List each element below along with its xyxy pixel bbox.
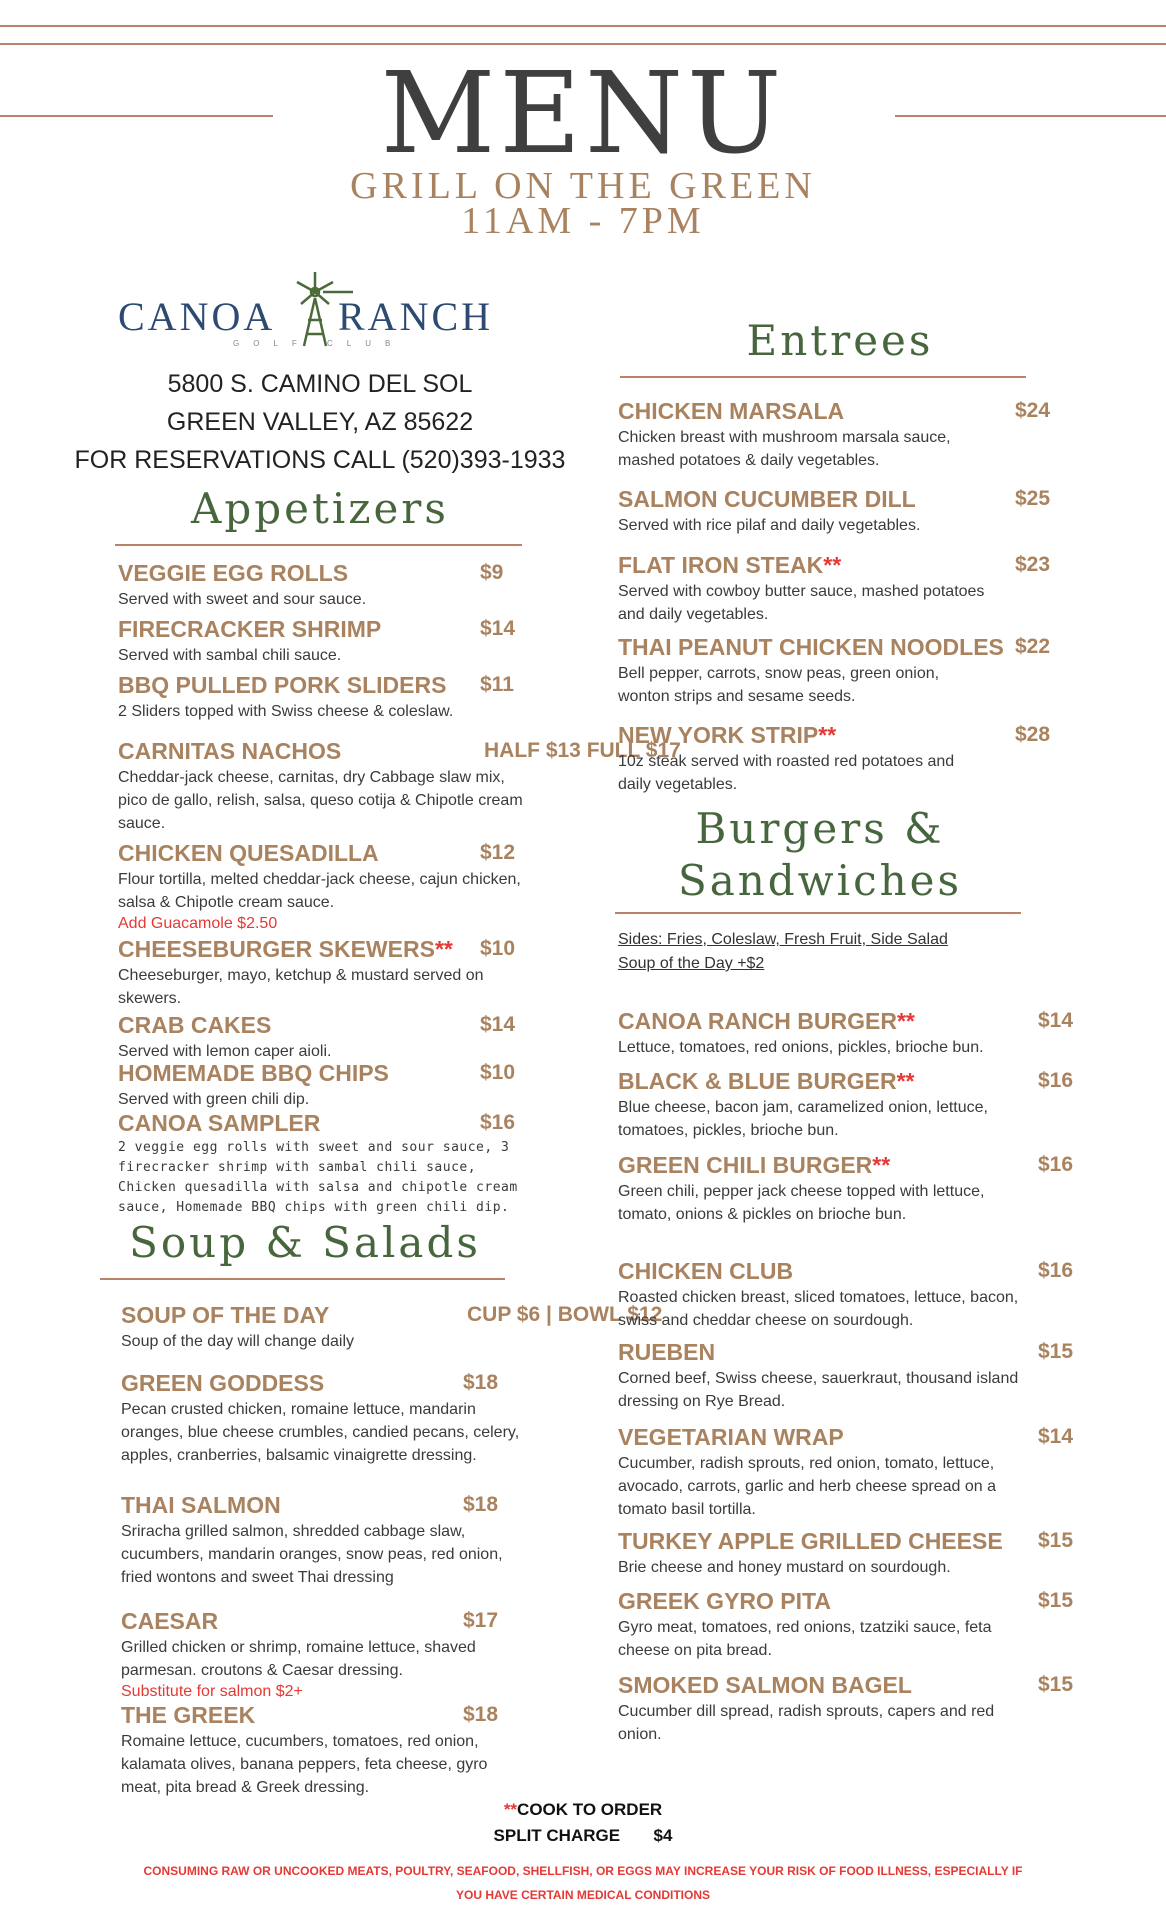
menu-item-name: BBQ PULLED PORK SLIDERS (118, 672, 447, 698)
menu-item-description: Served with cowboy butter sauce, mashed potatoes and daily vegetables. (618, 583, 985, 623)
menu-item-name: CANOA SAMPLER (118, 1110, 321, 1136)
canoa-ranch-logo (118, 270, 518, 350)
menu-item (618, 552, 1105, 626)
menu-item (121, 1370, 553, 1467)
menu-item-description: Romaine lettuce, cucumbers, tomatoes, red onion, kalamata olives, banana peppers, feta cheese, gyro meat, pita bread & Greek dressing. (121, 1733, 488, 1796)
appetizers-rule (115, 544, 522, 546)
menu-item-price: $11 (480, 673, 514, 696)
menu-item (118, 1110, 570, 1218)
burgers-heading-line-1: Burgers & (695, 804, 945, 853)
menu-item-price: $16 (1038, 1259, 1074, 1282)
menu-item-price: $15 (1038, 1340, 1074, 1363)
menu-item (121, 1492, 553, 1589)
menu-item (618, 1672, 1128, 1746)
menu-item-name: CRAB CAKES (118, 1012, 272, 1038)
menu-item-price: $18 (463, 1493, 499, 1516)
cook-to-order-mark: ** (434, 936, 453, 962)
top-rule-2 (0, 43, 1166, 45)
entrees-heading: Entrees (746, 316, 934, 365)
menu-item-price: CUP $6 | BOWL $12 (467, 1303, 663, 1326)
menu-item-price: $28 (1015, 723, 1051, 746)
menu-item-description: Cheeseburger, mayo, ketchup & mustard served on skewers. (118, 967, 484, 1007)
sides-line-1: Sides: Fries, Coleslaw, Fresh Fruit, Side Salad (618, 931, 948, 948)
menu-item-name: TURKEY APPLE GRILLED CHEESE (618, 1528, 1003, 1554)
menu-item-name: CHICKEN CLUB (618, 1258, 794, 1284)
menu-item-note: Substitute for salmon $2+ (121, 1683, 303, 1700)
menu-item-name: FLAT IRON STEAK (618, 552, 824, 578)
menu-item (118, 840, 570, 934)
food-warning-line-2: YOU HAVE CERTAIN MEDICAL CONDITIONS (455, 1888, 710, 1902)
menu-item-name: GREEN CHILI BURGER (618, 1152, 873, 1178)
menu-item (118, 560, 570, 611)
menu-item-price: $15 (1038, 1589, 1074, 1612)
menu-item-description: 2 Sliders topped with Swiss cheese & coleslaw. (118, 703, 454, 720)
menu-item (618, 722, 1105, 796)
menu-item-description: Chicken breast with mushroom marsala sauce, mashed potatoes & daily vegetables. (618, 429, 951, 469)
logo-right-text: RANCH (338, 294, 494, 339)
menu-item (118, 738, 681, 835)
menu-item-price: HALF $13 FULL $17 (484, 739, 681, 762)
menu-item (118, 1060, 570, 1111)
menu-item-description: Corned beef, Swiss cheese, sauerkraut, thousand island dressing on Rye Bread. (618, 1370, 1019, 1410)
menu-item-price: $9 (480, 561, 504, 584)
cook-to-order-mark: ** (896, 1008, 915, 1034)
menu-item-price: $17 (463, 1609, 499, 1632)
menu-item (118, 1012, 570, 1063)
menu-item-price: $25 (1015, 487, 1051, 510)
cook-to-order-text: COOK TO ORDER (517, 1800, 663, 1819)
menu-item-price: $14 (480, 1013, 516, 1036)
menu-item-name: VEGETARIAN WRAP (618, 1424, 844, 1450)
menu-item-price: $24 (1015, 399, 1051, 422)
menu-item-note: Add Guacamole $2.50 (118, 915, 278, 932)
menu-item (618, 1068, 1128, 1142)
menu-item-name: SOUP OF THE DAY (121, 1302, 330, 1328)
menu-item-name: GREEN GODDESS (121, 1370, 325, 1396)
menu-item-name: NEW YORK STRIP (618, 722, 819, 748)
menu-item (618, 1008, 1128, 1059)
menu-item (121, 1702, 553, 1799)
menu-item-name: CANOA RANCH BURGER (618, 1008, 897, 1034)
menu-item (121, 1302, 663, 1353)
cook-to-order-star: ** (503, 1800, 518, 1819)
menu-item-price: $16 (1038, 1069, 1074, 1092)
menu-item-description: Pecan crusted chicken, romaine lettuce, mandarin oranges, blue cheese crumbles, candied pecans, celery, apples, cranberries, balsamic vinaigrette dressing. (121, 1401, 520, 1464)
soups-rule (100, 1278, 505, 1280)
soups-heading: Soup & Salads (129, 1218, 481, 1267)
menu-item-description: Grilled chicken or shrimp, romaine lettuce, shaved parmesan. croutons & Caesar dressing. (121, 1639, 476, 1679)
menu-item-description: Bell pepper, carrots, snow peas, green onion, wonton strips and sesame seeds. (618, 665, 940, 705)
menu-item-price: $12 (480, 841, 516, 864)
menu-item (618, 1528, 1128, 1579)
split-charge (0, 1826, 1166, 1846)
menu-item (618, 1424, 1128, 1521)
menu-item-name: CHICKEN QUESADILLA (118, 840, 379, 866)
menu-item-description: Served with lemon caper aioli. (118, 1043, 332, 1060)
menu-item-name: THAI SALMON (121, 1492, 281, 1518)
menu-hours: 11AM - 7PM (461, 200, 705, 242)
split-charge-label: SPLIT CHARGE (493, 1826, 621, 1845)
sides-line-2: Soup of the Day +$2 (618, 955, 765, 972)
menu-item-name: CHICKEN MARSALA (618, 398, 845, 424)
cook-to-order-mark: ** (896, 1068, 915, 1094)
burgers-heading-line-2: Sandwiches (677, 856, 963, 905)
top-rule-1 (0, 25, 1166, 27)
menu-item-name: THAI PEANUT CHICKEN NOODLES (618, 634, 1004, 660)
menu-item-price: $16 (480, 1111, 516, 1134)
menu-item-name: CAESAR (121, 1608, 219, 1634)
cook-to-order-mark: ** (823, 552, 842, 578)
menu-item-description: Roasted chicken breast, sliced tomatoes, lettuce, bacon, swiss and cheddar cheese on sourdough. (618, 1289, 1019, 1329)
menu-item-price: $10 (480, 1061, 516, 1084)
menu-item-name: CARNITAS NACHOS (118, 738, 342, 764)
menu-item-name: RUEBEN (618, 1339, 716, 1365)
menu-item-price: $15 (1038, 1529, 1074, 1552)
menu-item-price: $15 (1038, 1673, 1074, 1696)
menu-item (618, 1339, 1128, 1413)
menu-item (118, 672, 570, 723)
menu-item-description: Sriracha grilled salmon, shredded cabbage slaw, cucumbers, mandarin oranges, snow peas, red onion, fried wontons and sweet Thai dressing (121, 1523, 503, 1586)
menu-item-description: Cucumber dill spread, radish sprouts, capers and red onion. (618, 1703, 995, 1743)
menu-item-name: FIRECRACKER SHRIMP (118, 616, 382, 642)
menu-item (618, 1152, 1128, 1226)
menu-item (618, 1588, 1128, 1662)
split-charge-price: $4 (653, 1826, 673, 1845)
page-title: MENU (380, 49, 786, 179)
address-block (50, 365, 590, 479)
menu-item-description: Flour tortilla, melted cheddar-jack cheese, cajun chicken, salsa & Chipotle cream sauce. (118, 871, 521, 911)
menu-item-description: Lettuce, tomatoes, red onions, pickles, brioche bun. (618, 1039, 984, 1056)
reservations-line: FOR RESERVATIONS CALL (520)393-1933 (74, 446, 566, 474)
menu-item (618, 486, 1105, 537)
address-line-2: GREEN VALLEY, AZ 85622 (166, 408, 474, 436)
burgers-rule (615, 912, 1021, 914)
menu-item-name: SALMON CUCUMBER DILL (618, 486, 916, 512)
menu-subtitle: GRILL ON THE GREEN (350, 165, 816, 207)
cook-to-order-mark: ** (872, 1152, 891, 1178)
menu-item-description: Cucumber, radish sprouts, red onion, tomato, lettuce, avocado, carrots, garlic and herb cheese spread on a tomato basil tortilla. (618, 1455, 997, 1518)
address-line-1: 5800 S. CAMINO DEL SOL (167, 370, 473, 398)
menu-item (618, 1258, 1128, 1332)
menu-item-price: $23 (1015, 553, 1051, 576)
appetizers-heading: Appetizers (191, 484, 449, 533)
menu-item-description: Brie cheese and honey mustard on sourdough. (618, 1559, 951, 1576)
menu-item (618, 634, 1105, 708)
logo-left-text: CANOA (118, 294, 276, 339)
menu-item-price: $22 (1015, 635, 1051, 658)
logo-small-text: GOLF CLUB (233, 339, 405, 348)
menu-item-description: 10z steak served with roasted red potatoes and daily vegetables. (618, 753, 955, 793)
menu-item-description: Cheddar-jack cheese, carnitas, dry Cabbage slaw mix, pico de gallo, relish, salsa, queso cotija & Chipotle cream sauce. (118, 769, 523, 832)
menu-item-name: HOMEMADE BBQ CHIPS (118, 1060, 389, 1086)
menu-item-name: BLACK & BLUE BURGER (618, 1068, 897, 1094)
menu-item-description: Green chili, pepper jack cheese topped with lettuce, tomato, onions & pickles on brioche bun. (618, 1183, 985, 1223)
menu-item-description: Served with sweet and sour sauce. (118, 591, 367, 608)
menu-item-name: GREEK GYRO PITA (618, 1588, 831, 1614)
menu-item-name: SMOKED SALMON BAGEL (618, 1672, 912, 1698)
menu-item (121, 1608, 553, 1702)
menu-item-price: $10 (480, 937, 516, 960)
entrees-rule (620, 376, 1026, 378)
menu-item-price: $16 (1038, 1153, 1074, 1176)
menu-item-description: Blue cheese, bacon jam, caramelized onion, lettuce, tomatoes, pickles, brioche bun. (618, 1099, 988, 1139)
food-warning-line-1: CONSUMING RAW OR UNCOOKED MEATS, POULTRY, SEAFOOD, SHELLFISH, OR EGGS MAY INCREASE YOUR RISK OF FOOD ILLNESS, ESPECIALLY IF (143, 1864, 1023, 1878)
cook-to-order-mark: ** (818, 722, 837, 748)
menu-item-description: Served with sambal chili sauce. (118, 647, 342, 664)
menu-item-price: $14 (1038, 1009, 1074, 1032)
menu-item-description: Served with green chili dip. (118, 1091, 310, 1108)
menu-item-name: VEGGIE EGG ROLLS (118, 560, 349, 586)
menu-item-description: Gyro meat, tomatoes, red onions, tzatziki sauce, feta cheese on pita bread. (618, 1619, 992, 1659)
menu-item-price: $14 (1038, 1425, 1074, 1448)
menu-item (118, 936, 570, 1010)
menu-item-description: 2 veggie egg rolls with sweet and sour sauce, 3 firecracker shrimp with sambal chili sauce, Chicken quesadilla with salsa and chipotle cream sauce, Homemade BBQ chips with green chili dip. (118, 1140, 518, 1215)
menu-item (618, 398, 1105, 472)
menu-item-description: Soup of the day will change daily (121, 1333, 355, 1350)
menu-item-price: $14 (480, 617, 516, 640)
menu-item-name: THE GREEK (121, 1702, 256, 1728)
menu-item-price: $18 (463, 1703, 499, 1726)
menu-item-name: CHEESEBURGER SKEWERS (118, 936, 435, 962)
cook-to-order-note (0, 1800, 1166, 1820)
menu-item-price: $18 (463, 1371, 499, 1394)
menu-item-description: Served with rice pilaf and daily vegetables. (618, 517, 921, 534)
menu-item (118, 616, 570, 667)
